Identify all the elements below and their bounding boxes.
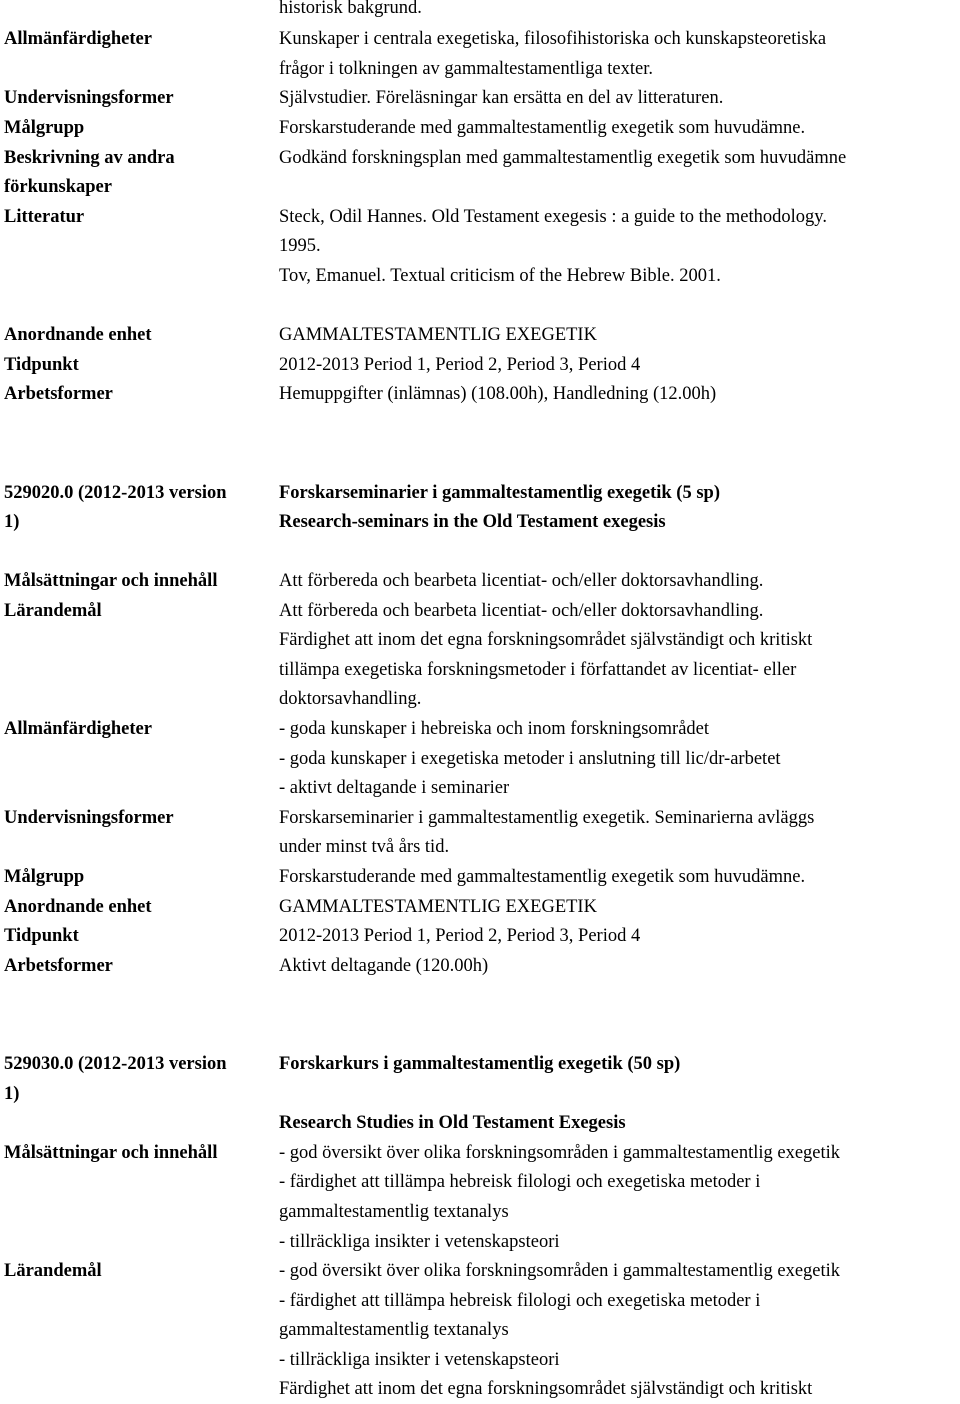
value-arbetsformer: Hemuppgifter (inlämnas) (108.00h), Handledning (12.00h) bbox=[279, 384, 717, 404]
value-larandemal: Att förbereda och bearbeta licentiat- och/eller doktorsavhandling. bbox=[279, 601, 764, 621]
value-arbetsformer: Aktivt deltagande (120.00h) bbox=[279, 956, 489, 976]
value-larandemal: tillämpa exegetiska forskningsmetoder i författandet av licentiat- eller bbox=[279, 660, 797, 680]
value-larandemal: - färdighet att tillämpa hebreisk filologi och exegetiska metoder i bbox=[279, 1291, 761, 1311]
label-anordnande-enhet: Anordnande enhet bbox=[4, 325, 152, 345]
label-malsattningar: Målsättningar och innehåll bbox=[4, 1143, 218, 1163]
label-anordnande-enhet: Anordnande enhet bbox=[4, 897, 152, 917]
value-malsattningar: gammaltestamentlig textanalys bbox=[279, 1202, 509, 1222]
label-tidpunkt: Tidpunkt bbox=[4, 355, 79, 375]
value-malsattningar: - god översikt över olika forskningsområden i gammaltestamentlig exegetik bbox=[279, 1143, 841, 1163]
label-allmanfardigheter: Allmänfärdigheter bbox=[4, 29, 152, 49]
value-tidpunkt: 2012-2013 Period 1, Period 2, Period 3, Period 4 bbox=[279, 926, 641, 946]
course-code: 1) bbox=[4, 1084, 20, 1104]
value-malsattningar: - färdighet att tillämpa hebreisk filologi och exegetiska metoder i bbox=[279, 1172, 761, 1192]
label-malgrupp: Målgrupp bbox=[4, 867, 85, 887]
value-allmanfardigheter: - aktivt deltagande i seminarier bbox=[279, 778, 510, 798]
value-malgrupp: Forskarstuderande med gammaltestamentlig exegetik som huvudämne. bbox=[279, 118, 806, 138]
value-allmanfardigheter: - goda kunskaper i exegetiska metoder i anslutning till lic/dr-arbetet bbox=[279, 749, 781, 769]
label-larandemal: Lärandemål bbox=[4, 1261, 102, 1281]
label-tidpunkt: Tidpunkt bbox=[4, 926, 79, 946]
value-malsattningar: - tillräckliga insikter i vetenskapsteori bbox=[279, 1232, 560, 1252]
value-beskrivning: Godkänd forskningsplan med gammaltestamentlig exegetik som huvudämne bbox=[279, 148, 847, 168]
label-arbetsformer: Arbetsformer bbox=[4, 956, 113, 976]
value-tidpunkt: 2012-2013 Period 1, Period 2, Period 3, Period 4 bbox=[279, 355, 641, 375]
value-allmanfardigheter: - goda kunskaper i hebreiska och inom forskningsområdet bbox=[279, 719, 710, 739]
label-litteratur: Litteratur bbox=[4, 207, 85, 227]
value-anordnande-enhet: GAMMALTESTAMENTLIG EXEGETIK bbox=[279, 325, 597, 345]
value-undervisningsformer: Forskarseminarier i gammaltestamentlig exegetik. Seminarierna avläggs bbox=[279, 808, 815, 828]
value-litteratur: 1995. bbox=[279, 236, 321, 256]
label-arbetsformer: Arbetsformer bbox=[4, 384, 113, 404]
value-malsattningar: Att förbereda och bearbeta licentiat- och/eller doktorsavhandling. bbox=[279, 571, 764, 591]
label-allmanfardigheter: Allmänfärdigheter bbox=[4, 719, 152, 739]
course-code: 529030.0 (2012-2013 version bbox=[4, 1054, 227, 1074]
value-undervisningsformer: Självstudier. Föreläsningar kan ersätta en del av litteraturen. bbox=[279, 88, 724, 108]
label-undervisningsformer: Undervisningsformer bbox=[4, 88, 174, 108]
value-larandemal: - god översikt över olika forskningsområden i gammaltestamentlig exegetik bbox=[279, 1261, 841, 1281]
course-title-english: Research Studies in Old Testament Exegesis bbox=[279, 1113, 626, 1133]
value-larandemal: - tillräckliga insikter i vetenskapsteori bbox=[279, 1350, 560, 1370]
value-larandemal: Färdighet att inom det egna forskningsområdet självständigt och kritiskt bbox=[279, 630, 813, 650]
label-malgrupp: Målgrupp bbox=[4, 118, 85, 138]
label-malsattningar: Målsättningar och innehåll bbox=[4, 571, 218, 591]
value-undervisningsformer: under minst två års tid. bbox=[279, 837, 450, 857]
value-allmanfardigheter: Kunskaper i centrala exegetiska, filosofihistoriska och kunskapsteoretiska bbox=[279, 29, 827, 49]
course-title-english: Research-seminars in the Old Testament exegesis bbox=[279, 512, 666, 532]
value-larandemal: doktorsavhandling. bbox=[279, 689, 422, 709]
value-larandemal: Färdighet att inom det egna forskningsområdet självständigt och kritiskt bbox=[279, 1379, 813, 1399]
course-code: 529020.0 (2012-2013 version bbox=[4, 483, 227, 503]
value-allmanfardigheter: frågor i tolkningen av gammaltestamentliga texter. bbox=[279, 59, 653, 79]
course-title: Forskarseminarier i gammaltestamentlig exegetik (5 sp) bbox=[279, 483, 720, 503]
continuation-text: historisk bakgrund. bbox=[279, 0, 422, 18]
label-larandemal: Lärandemål bbox=[4, 601, 102, 621]
label-beskrivning: förkunskaper bbox=[4, 177, 112, 197]
course-code: 1) bbox=[4, 512, 20, 532]
label-beskrivning: Beskrivning av andra bbox=[4, 148, 175, 168]
value-litteratur: Steck, Odil Hannes. Old Testament exegesis : a guide to the methodology. bbox=[279, 207, 827, 227]
value-larandemal: gammaltestamentlig textanalys bbox=[279, 1320, 509, 1340]
value-litteratur: Tov, Emanuel. Textual criticism of the Hebrew Bible. 2001. bbox=[279, 266, 721, 286]
course-title: Forskarkurs i gammaltestamentlig exegetik (50 sp) bbox=[279, 1054, 681, 1074]
value-anordnande-enhet: GAMMALTESTAMENTLIG EXEGETIK bbox=[279, 897, 597, 917]
value-malgrupp: Forskarstuderande med gammaltestamentlig exegetik som huvudämne. bbox=[279, 867, 806, 887]
label-undervisningsformer: Undervisningsformer bbox=[4, 808, 174, 828]
